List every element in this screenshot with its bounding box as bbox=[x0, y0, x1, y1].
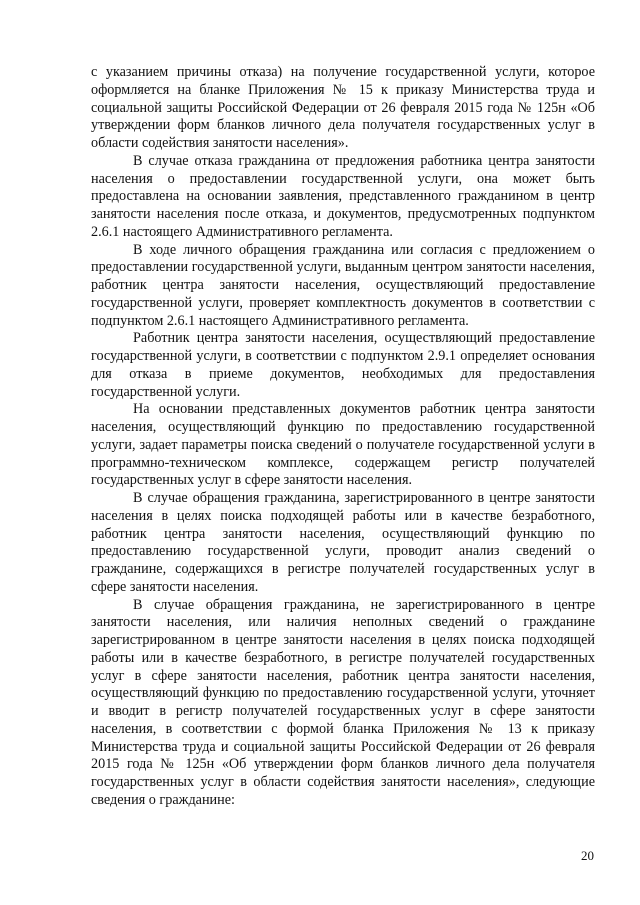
paragraph-registered-citizen: В случае обращения гражданина, зарегистрированного в центре занятости населения в целях поиска подходящей работы или в качестве безработного, работник центра занятости населения, осуществляющий функцию по предоставлению государственной услуги, проводит анализ сведений о гражданине, содержащихся в регистре получателей государственных услуг в сфере занятости населения. bbox=[91, 490, 595, 595]
paragraph-continuation: с указанием причины отказа) на получение государственной услуги, которое оформляется на бланке Приложения № 15 к приказу Министерства труда и социальной защиты Российской Федерации от 26 февраля 2015 года № 125н «Об утверждении форм бланков личного дела получателя государственных услуг в области содействия занятости населения». bbox=[91, 64, 595, 151]
paragraph-search-parameters: На основании представленных документов работник центра занятости населения, осуществляющий функцию по предоставлению государственной услуги, задает параметры поиска сведений о получателе государственной услуги в программно-техническом комплексе, содержащем регистр получателей государственных услуг в сфере занятости населения. bbox=[91, 401, 595, 489]
document-body bbox=[91, 64, 595, 810]
page-number: 20 bbox=[581, 848, 594, 863]
paragraph-personal-appeal: В ходе личного обращения гражданина или согласия с предложением о предоставлении государственной услуги, выданным центром занятости населения, работник центра занятости населения, осуществляющий предоставление государственной услуги, проверяет комплектность документов в соответствии с подпунктом 2.6.1 настоящего Административного регламента. bbox=[91, 241, 595, 329]
paragraph-refusal-case: В случае отказа гражданина от предложения работника центра занятости населения о предоставлении государственной услуги, она может быть предоставлена на основании заявления, представленного гражданином в центр занятости населения после отказа, и документов, предусмотренных подпунктом 2.6.1 настоящего Административного регламента. bbox=[91, 152, 595, 240]
paragraph-refusal-grounds: Работник центра занятости населения, осуществляющий предоставление государственной услуги, в соответствии с подпунктом 2.9.1 определяет основания для отказа в приеме документов, необходимых для предоставления государственной услуги. bbox=[91, 330, 595, 400]
paragraph-unregistered-citizen: В случае обращения гражданина, не зарегистрированного в центре занятости населения, или наличия неполных сведений о гражданине зарегистрированном в центре занятости населения в целях поиска подходящей работы или в качестве безработного, в регистре получателей государственных услуг в сфере занятости населения, работник центра занятости населения, осуществляющий функцию по предоставлению государственной услуги, уточняет и вводит в регистр получателей государственных услуг в сфере занятости населения, в соответствии с формой бланка Приложения № 13 к приказу Министерства труда и социальной защиты Российской Федерации от 26 февраля 2015 года № 125н «Об утверждении форм бланков личного дела получателя государственных услуг в области содействия занятости населения», следующие сведения о гражданине: bbox=[91, 596, 595, 808]
